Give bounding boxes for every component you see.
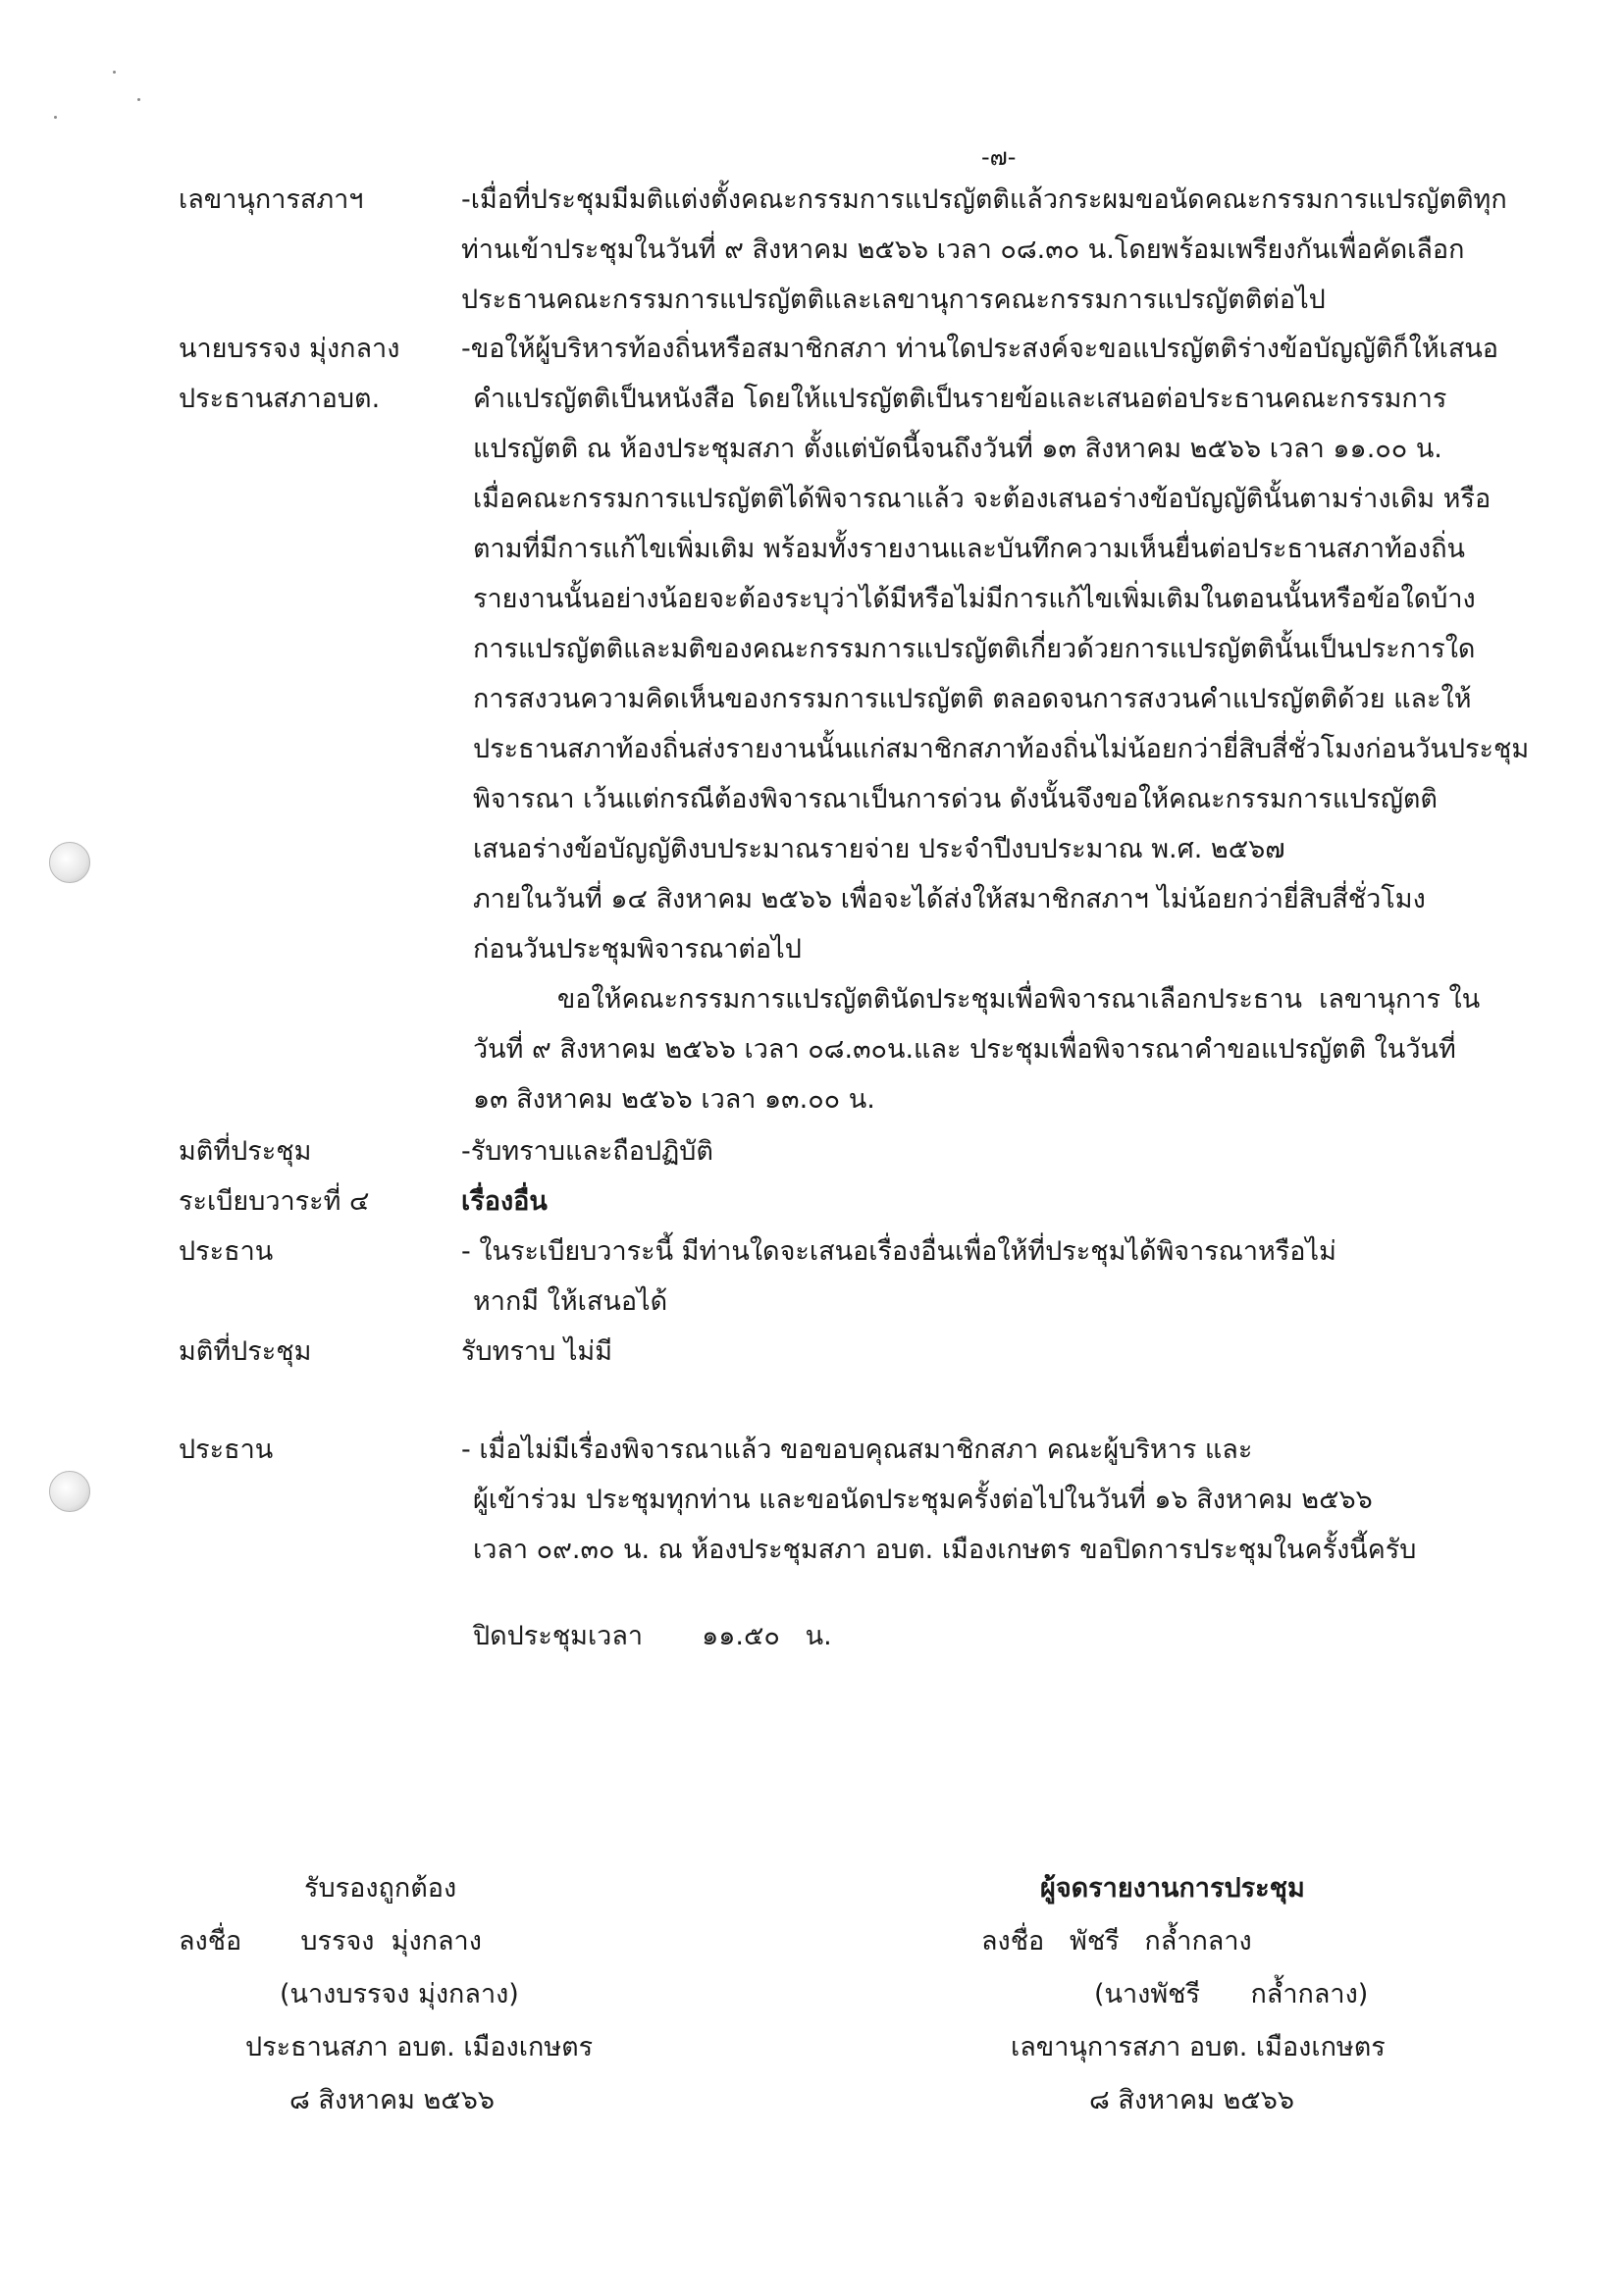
- speaker-label: ประธาน: [179, 1236, 274, 1267]
- speaker-name: นายบรรจง มุ่งกลาง: [179, 334, 400, 364]
- signature-left-heading: รับรองถูกต้อง: [304, 1873, 457, 1904]
- signature-right-sign: ลงชื่อ พัชรี กล้ำกลาง: [981, 1926, 1252, 1957]
- text-line: ตามที่มีการแก้ไขเพิ่มเติม พร้อมทั้งรายงานและบันทึกความเห็นยื่นต่อประธานสภาท้องถิ่น: [473, 534, 1465, 564]
- punch-hole-bottom: [49, 1471, 90, 1512]
- item2-text: [461, 324, 1529, 1124]
- page-number: -๗-: [981, 143, 1017, 171]
- scan-speck: [113, 71, 116, 74]
- speaker-label: เลขานุการสภาฯ: [179, 184, 364, 215]
- signature-right-heading: ผู้จดรายงานการประชุม: [1040, 1873, 1305, 1904]
- closing-time: ปิดประชุมเวลา ๑๑.๕๐ น.: [473, 1621, 832, 1651]
- resolution-text: รับทราบ ไม่มี: [461, 1336, 612, 1367]
- speaker-position: ประธานสภาอบต.: [179, 384, 381, 414]
- text-line: - ในระเบียบวาระนี้ มีท่านใดจะเสนอเรื่องอื่นเพื่อให้ที่ประชุมได้พิจารณาหรือไม่: [461, 1236, 1336, 1267]
- item3-text: [461, 1226, 1336, 1327]
- agenda-label: ระเบียบวาระที่ ๔: [179, 1186, 370, 1217]
- signature-left-position: ประธานสภา อบต. เมืองเกษตร: [245, 2032, 594, 2062]
- text-line: - เมื่อไม่มีเรื่องพิจารณาแล้ว ขอขอบคุณสมาชิกสภา คณะผู้บริหาร และ: [461, 1435, 1253, 1465]
- resolution-label: มติที่ประชุม: [179, 1136, 312, 1167]
- text-line: ผู้เข้าร่วม ประชุมทุกท่าน และขอนัดประชุมครั้งต่อไปในวันที่ ๑๖ สิงหาคม ๒๕๖๖: [473, 1485, 1373, 1515]
- text-line: -เมื่อที่ประชุมมีมติแต่งตั้งคณะกรรมการแปรญัตติแล้วกระผมขอนัดคณะกรรมการแปรญัตติทุก: [461, 184, 1507, 215]
- text-line: -ขอให้ผู้บริหารท้องถิ่นหรือสมาชิกสภา ท่านใดประสงค์จะขอแปรญัตติร่างข้อบัญญัติก็ให้เสนอ: [461, 334, 1498, 364]
- speaker-label: ประธาน: [179, 1435, 274, 1465]
- text-line: แปรญัตติ ณ ห้องประชุมสภา ตั้งแต่บัดนี้จนถึงวันที่ ๑๓ สิงหาคม ๒๕๖๖ เวลา ๑๑.๐๐ น.: [473, 434, 1442, 464]
- text-line: ประธานคณะกรรมการแปรญัตติและเลขานุการคณะกรรมการแปรญัตติต่อไป: [461, 285, 1326, 315]
- text-line: การแปรญัตติและมติของคณะกรรมการแปรญัตติเกี่ยวด้วยการแปรญัตตินั้นเป็นประการใด: [473, 634, 1476, 664]
- text-line: ภายในวันที่ ๑๔ สิงหาคม ๒๕๖๖ เพื่อจะได้ส่งให้สมาชิกสภาฯ ไม่น้อยกว่ายี่สิบสี่ชั่วโมง: [473, 884, 1426, 914]
- punch-hole-top: [49, 842, 90, 883]
- signature-left-date: ๘ สิงหาคม ๒๕๖๖: [289, 2085, 495, 2115]
- text-line: คำแปรญัตติเป็นหนังสือ โดยให้แปรญัตติเป็นรายข้อและเสนอต่อประธานคณะกรรมการ: [473, 384, 1447, 414]
- resolution-label: มติที่ประชุม: [179, 1336, 312, 1367]
- text-line: ประธานสภาท้องถิ่นส่งรายงานนั้นแก่สมาชิกสภาท้องถิ่นไม่น้อยกว่ายี่สิบสี่ชั่วโมงก่อนวันประชุม: [473, 734, 1530, 764]
- text-line: พิจารณา เว้นแต่กรณีต้องพิจารณาเป็นการด่วน ดังนั้นจึงขอให้คณะกรรมการแปรญัตติ: [473, 784, 1438, 814]
- scan-speck: [54, 116, 57, 119]
- text-line: เสนอร่างข้อบัญญัติงบประมาณรายจ่าย ประจำปีงบประมาณ พ.ศ. ๒๕๖๗: [473, 834, 1285, 864]
- text-line: ขอให้คณะกรรมการแปรญัตตินัดประชุมเพื่อพิจารณาเลือกประธาน เลขานุการ ใน: [473, 984, 1481, 1015]
- item1-text: [461, 175, 1507, 325]
- text-line: ท่านเข้าประชุมในวันที่ ๙ สิงหาคม ๒๕๖๖ เวลา ๐๘.๓๐ น.โดยพร้อมเพรียงกันเพื่อคัดเลือก: [461, 235, 1465, 265]
- signature-left-sign: ลงชื่อ บรรจง มุ่งกลาง: [179, 1926, 482, 1957]
- text-line: เวลา ๐๙.๓๐ น. ณ ห้องประชุมสภา อบต. เมืองเกษตร ขอปิดการประชุมในครั้งนี้ครับ: [473, 1535, 1417, 1565]
- signature-right-position: เลขานุการสภา อบต. เมืองเกษตร: [1011, 2032, 1386, 2062]
- agenda-title: เรื่องอื่น: [461, 1186, 548, 1217]
- text-line: ก่อนวันประชุมพิจารณาต่อไป: [473, 934, 802, 965]
- text-line: หากมี ให้เสนอได้: [473, 1286, 668, 1317]
- text-line: เมื่อคณะกรรมการแปรญัตติได้พิจารณาแล้ว จะต้องเสนอร่างข้อบัญญัตินั้นตามร่างเดิม หรือ: [473, 484, 1492, 514]
- scan-speck: [137, 98, 140, 101]
- signature-right-date: ๘ สิงหาคม ๒๕๖๖: [1089, 2085, 1294, 2115]
- item4-text: [461, 1425, 1416, 1575]
- text-line: วันที่ ๙ สิงหาคม ๒๕๖๖ เวลา ๐๘.๓๐น.และ ประชุมเพื่อพิจารณาคำขอแปรญัตติ ในวันที่: [473, 1034, 1456, 1065]
- signature-left-name: (นางบรรจง มุ่งกลาง): [280, 1979, 519, 2009]
- text-line: รายงานนั้นอย่างน้อยจะต้องระบุว่าได้มีหรือไม่มีการแก้ไขเพิ่มเติมในตอนนั้นหรือข้อใดบ้าง: [473, 584, 1476, 614]
- signature-right-name: (นางพัชรี กล้ำกลาง): [1094, 1979, 1369, 2009]
- text-line: การสงวนความคิดเห็นของกรรมการแปรญัตติ ตลอดจนการสงวนคำแปรญัตติด้วย และให้: [473, 684, 1472, 714]
- resolution-text: -รับทราบและถือปฏิบัติ: [461, 1136, 713, 1167]
- text-line: ๑๓ สิงหาคม ๒๕๖๖ เวลา ๑๓.๐๐ น.: [473, 1084, 875, 1115]
